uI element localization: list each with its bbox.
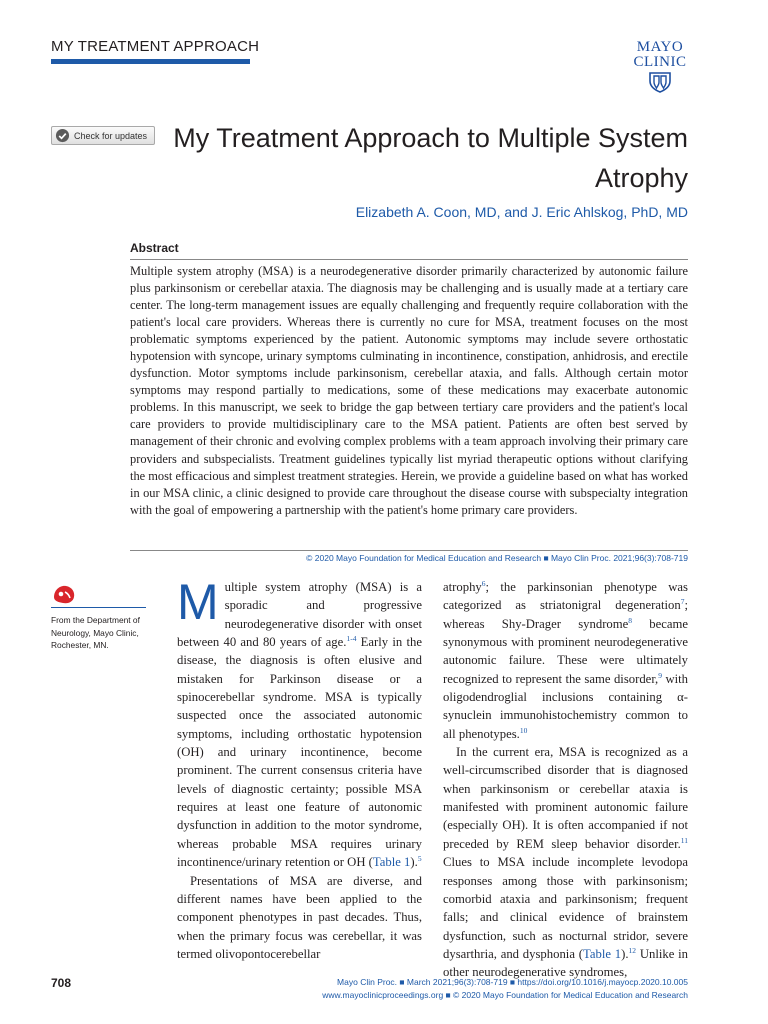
reference-link[interactable]: 9	[658, 670, 662, 680]
text-run: Unlike in other neurodegenerative syndromes,	[443, 946, 689, 980]
mayo-clinic-logo	[628, 40, 692, 93]
abstract-citation: © 2020 Mayo Foundation for Medical Education and Research ■ Mayo Clin Proc. 2021;96(3):708-719	[306, 553, 688, 563]
text-run: Early in the disease, the diagnosis is often elusive and mistaken for Parkinson disease or a spinocerebellar syndrome. MSA is typically suspected once the associated autonomic symptoms, including orthostatic hypotension (OH) and urinary incontinence, become prominent. The current consensus criteria have levels of diagnostic certainty; possible MSA requires at least one feature of autonomic dysfunction in addition to the motor syndrome, whereas probable MSA requires urinary incontinence/urinary retention or OH (	[177, 635, 422, 870]
reference-link[interactable]: 10	[519, 725, 528, 735]
table-link[interactable]: Table 1	[372, 855, 411, 870]
page-number: 708	[51, 976, 72, 990]
abstract-text: Multiple system atrophy (MSA) is a neurodegenerative disorder primarily characterized by autonomic failure plus parkinsonism or cerebellar ataxia. The diagnosis may be challenging and is usually made at a tertiary care center. The long-term management issues are equally challenging and frequently require collaboration with the patient's local care providers. Whereas there is currently no cure for MSA, treatment focuses on the most problematic symptoms experienced by the patient. Autonomic symptoms may include severe orthostatic hypotension with syncope, urinary symptoms culminating in incontinence, constipation, anhidrosis, and erectile dysfunction. Motor symptoms include parkinsonism, cerebellar ataxia, and falls. Although certain motor symptoms may respond partially to medications, some of these medications may exacerbate autonomic problems. In this manuscript, we seek to bridge the gap between tertiary care providers and the patient's local care providers to provide multidisciplinary care to the MSA patient. Patients are often best served by management of their chronic and evolving complex problems with a team approach involving their primary care providers and subspecialists. Treatment guidelines typically list myriad therapeutic options without clarifying the most efficacious and simplest treatment strategies. Herein, we provide a guideline based on what has worked in our MSA clinic, a clinic designed to provide care throughout the disease course with subspecialty integration with the goal of empowering a partnership with the patient's home primary care providers.	[130, 264, 688, 517]
logo-word-2: CLINIC	[633, 54, 687, 70]
body-paragraph	[177, 574, 422, 872]
text-run: Clues to MSA include incomplete levodopa responses among those with parkinsonism; comorbid ataxia and parkinsonism; frequent falls; and clinical evidence of brainstem dysfunction, such as nocturnal stridor, severe dysarthria, and dysphonia (	[443, 855, 688, 961]
reference-link[interactable]: 11	[680, 835, 688, 845]
text-run: In the current era, MSA is recognized as a well-circumscribed disorder that is diagnosed when parkinsonism or cerebellar ataxia is manifested with prominent autonomic failure (especially OH). It is often accompanied if not preceded by REM sleep behavior disorder.	[443, 745, 688, 851]
logo-word-1: MAYO	[636, 39, 684, 55]
body-column-right	[443, 578, 688, 982]
check-updates-icon	[55, 128, 70, 143]
affiliation-rule	[51, 607, 146, 608]
text-run: ).	[621, 946, 629, 961]
check-updates-label: Check for updates	[74, 130, 148, 141]
article-authors[interactable]: Elizabeth A. Coon, MD, and J. Eric Ahlskog, PhD, MD	[355, 204, 688, 220]
text-run: ; the parkinsonian phenotype was categorized as striatonigral degeneration	[443, 580, 688, 613]
body-column-left	[177, 574, 422, 963]
abstract-heading: Abstract	[130, 241, 179, 255]
table-link[interactable]: Table 1	[582, 946, 622, 961]
text-run: ultiple system atrophy (MSA) is a sporadic and progressive neurodegenerative disorder with onset between 40 and 80 years of age.	[177, 580, 422, 650]
text-run: ).	[410, 855, 418, 870]
abstract-divider-top	[130, 259, 688, 260]
check-for-updates-button[interactable]	[51, 126, 155, 145]
reference-link[interactable]: 1-4	[346, 634, 357, 644]
affiliation-icon	[51, 583, 77, 605]
running-head: MY TREATMENT APPROACH	[51, 38, 260, 55]
header-rule	[51, 59, 250, 64]
reference-link[interactable]: 12	[628, 945, 637, 955]
body-paragraph	[443, 743, 688, 981]
text-run: ; whereas Shy-Drager syndrome	[443, 598, 688, 631]
reference-link[interactable]: 7	[680, 597, 685, 607]
footer-website[interactable]: www.mayoclinicproceedings.org ■ © 2020 Mayo Foundation for Medical Education and Research	[322, 990, 688, 1000]
text-run: became synonymous with prominent neurodegenerative autonomic failure. These were ultimately recognized to represent the same disorder,	[443, 616, 688, 686]
body-paragraph: Presentations of MSA are diverse, and different names have been applied to the component phenotypes in past decades. Thus, when the primary focus was cerebellar, it was termed olivopontocerebellar	[177, 873, 422, 961]
drop-cap: M	[177, 574, 219, 630]
body-paragraph	[443, 578, 688, 743]
reference-link[interactable]: 6	[481, 579, 486, 588]
article-title: My Treatment Approach to Multiple System Atrophy	[173, 123, 688, 193]
affiliation-text: From the Department of Neurology, Mayo Clinic, Rochester, MN.	[51, 615, 140, 650]
footer-citation[interactable]: Mayo Clin Proc. ■ March 2021;96(3):708-719 ■ https://doi.org/10.1016/j.mayocp.2020.10.005	[337, 977, 688, 987]
shield-logo-icon	[645, 71, 675, 93]
abstract-divider-bottom	[130, 550, 688, 551]
text-run: atrophy	[443, 580, 482, 594]
text-run: with oligodendroglial inclusions containing α-synuclein immunohistochemistry common to all phenotypes.	[443, 671, 689, 741]
reference-link[interactable]: 5	[417, 854, 422, 864]
reference-link[interactable]: 8	[628, 615, 633, 625]
